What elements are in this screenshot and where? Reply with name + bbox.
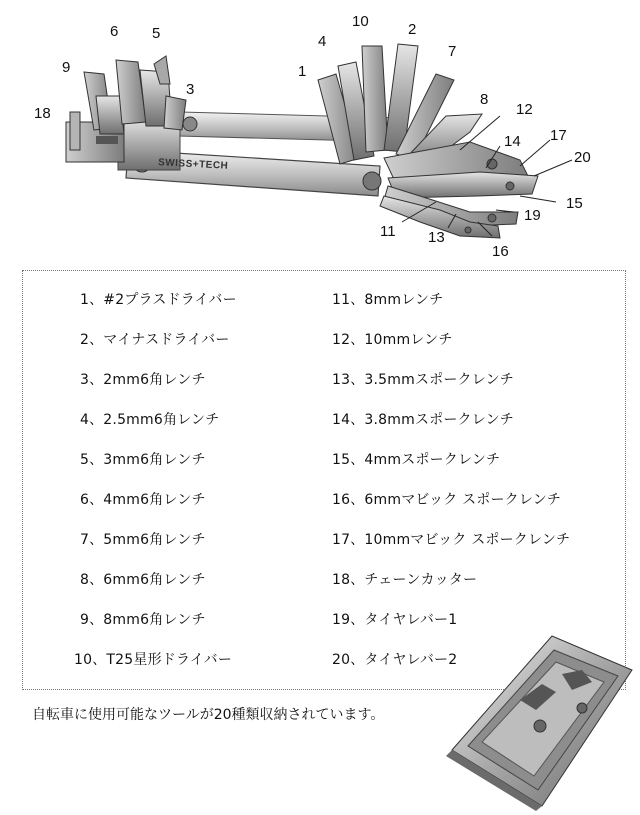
callout-12: 12 (516, 101, 533, 118)
tool-list-item: 12、10mmレンチ (332, 332, 453, 348)
tool-list-item: 6、4mm6角レンチ (80, 492, 206, 508)
callout-13: 13 (428, 229, 445, 246)
callout-5: 5 (152, 25, 161, 42)
tool-list-item: 3、2mm6角レンチ (80, 372, 206, 388)
tool-list-item: 14、3.8mmスポークレンチ (332, 412, 515, 428)
brand-label: SWISS+TECH (157, 157, 229, 172)
tool-list-item: 15、4mmスポークレンチ (332, 452, 501, 468)
callout-1: 1 (298, 63, 307, 80)
callout-6: 6 (110, 23, 119, 40)
callout-7: 7 (448, 43, 457, 60)
callout-20: 20 (574, 149, 591, 166)
folded-tool-drawing (432, 630, 640, 811)
tool-list-item: 9、8mm6角レンチ (80, 612, 206, 628)
tool-list-item: 1、#2プラスドライバー (80, 292, 237, 308)
callout-10: 10 (352, 13, 369, 30)
caption: 自転車に使用可能なツールが20種類収納されています。 (32, 707, 385, 723)
callout-16: 16 (492, 243, 509, 260)
folded-tool-photo (432, 630, 640, 811)
callout-17: 17 (550, 127, 567, 144)
callout-2: 2 (408, 21, 417, 38)
callout-8: 8 (480, 91, 489, 108)
callout-15: 15 (566, 195, 583, 212)
tool-list-item: 20、タイヤレバー2 (332, 652, 458, 668)
callout-9: 9 (62, 59, 71, 76)
callout-3: 3 (186, 81, 195, 98)
callout-11: 11 (380, 223, 396, 240)
tool-list-item: 13、3.5mmスポークレンチ (332, 372, 515, 388)
tool-list-item: 11、8mmレンチ (332, 292, 444, 308)
tool-list-item: 18、チェーンカッター (332, 572, 478, 588)
tool-list-item: 5、3mm6角レンチ (80, 452, 206, 468)
tool-list-item: 10、T25星形ドライバー (74, 652, 233, 668)
tool-list-item: 4、2.5mm6角レンチ (80, 412, 220, 428)
tool-list-item: 16、6mmマビック スポークレンチ (332, 492, 562, 508)
tool-list-item: 7、5mm6角レンチ (80, 532, 206, 548)
tool-list-item: 8、6mm6角レンチ (80, 572, 206, 588)
callout-19: 19 (524, 207, 541, 224)
callout-18: 18 (34, 105, 51, 122)
multitool-illustration (0, 0, 640, 270)
callout-14: 14 (504, 133, 521, 150)
tool-list-item: 17、10mmマビック スポークレンチ (332, 532, 571, 548)
callout-4: 4 (318, 33, 327, 50)
tool-list-item: 19、タイヤレバー1 (332, 612, 458, 628)
tool-list-item: 2、マイナスドライバー (80, 332, 230, 348)
